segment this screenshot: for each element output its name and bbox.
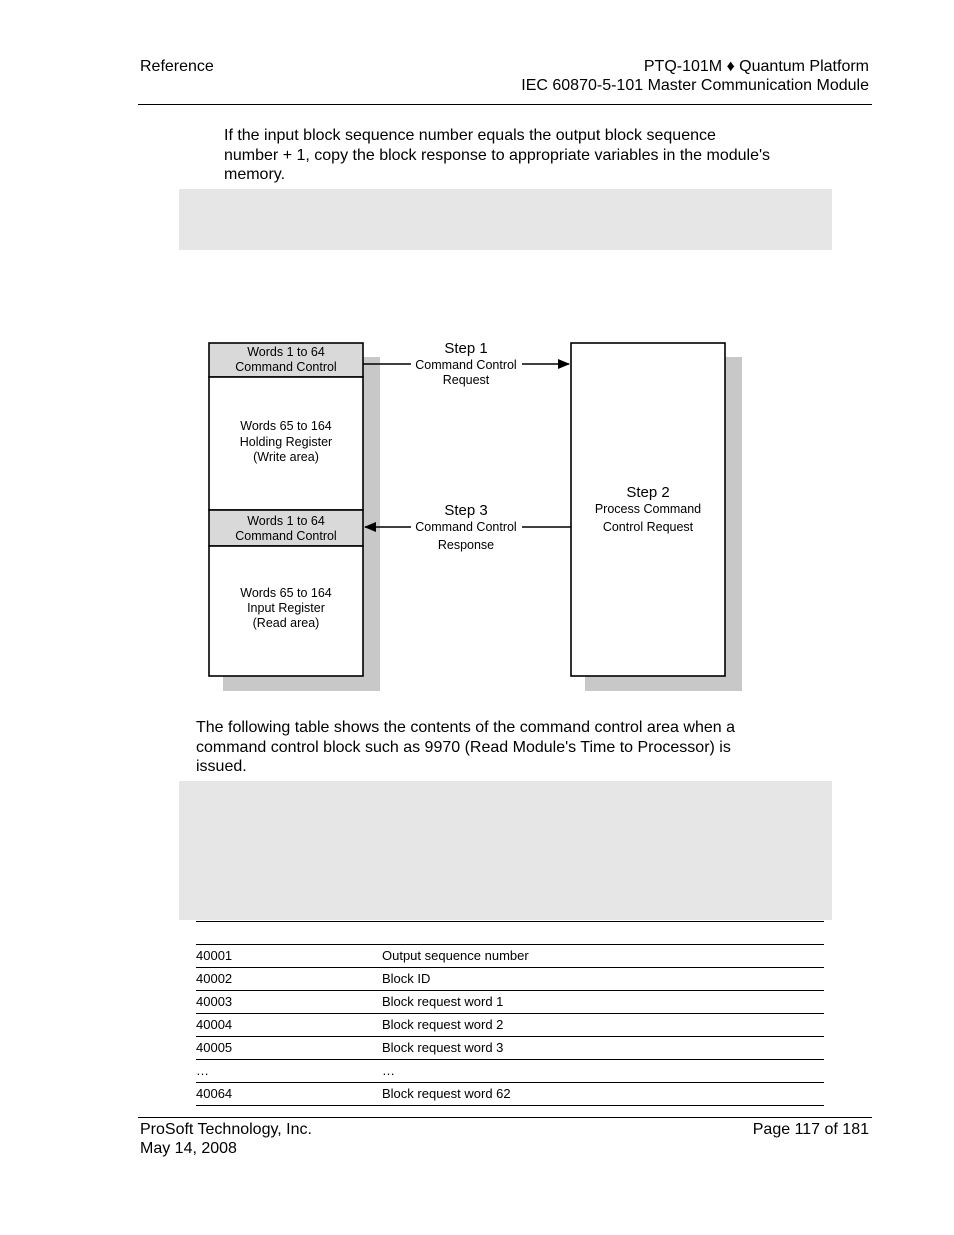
block3-line1: Words 1 to 64 [247,514,325,528]
step3-line1: Command Control [415,520,517,534]
table-header-row [196,921,824,945]
step2-line2: Control Request [602,520,694,534]
table-cell-address: … [196,1063,209,1078]
table-cell-description: Block request word 62 [382,1086,511,1101]
step3-line2: Response [437,538,495,552]
table-cell-address: 40002 [196,971,233,986]
footer-page-number: Page 117 of 181 [752,1121,869,1138]
table-row [196,967,824,991]
block2-line1: Words 65 to 164 [240,419,332,433]
table-row [196,990,824,1014]
block4-line1: Words 65 to 164 [240,586,332,600]
table-cell-description: Block request word 2 [382,1017,504,1032]
footer-date: May 14, 2008 [140,1140,237,1157]
table-intro-line: command control block such as 9970 (Read Module's Time to Processor) is [196,738,731,756]
table-cell-description: Block request word 3 [382,1040,504,1055]
table-cell-address: 40004 [196,1017,233,1032]
step1-line1: Command Control [415,358,517,372]
block4-line2: Input Register [247,601,325,615]
table-cell-address: 40005 [196,1040,233,1055]
block1-line1: Words 1 to 64 [247,345,325,359]
table-row [196,1059,824,1083]
footer-company: ProSoft Technology, Inc. [140,1121,312,1138]
table-intro-line: issued. [196,758,247,775]
table-cell-address: 40001 [196,948,233,963]
block2-line3: (Write area) [253,450,319,464]
table-intro-paragraph [196,718,735,777]
table-row [196,1013,824,1037]
intro-line: If the input block sequence number equals the output block sequence [224,127,716,144]
step2-line1: Process Command [594,502,702,516]
table-row [196,1082,824,1106]
table-cell-address: 40003 [196,994,233,1009]
table-row [196,944,824,968]
table-cell-address: 40064 [196,1086,233,1101]
header-section-title: Reference [140,58,214,75]
step1-title: Step 1 [444,340,488,357]
note-box-2 [179,781,832,920]
block2-line2: Holding Register [239,435,333,449]
command-control-table [196,921,824,1107]
header-module-title: IEC 60870-5-101 Master Communication Module [521,77,869,94]
table-intro-line: The following table shows the contents of the command control area when a [196,719,735,736]
step3-title: Step 3 [444,502,488,519]
table-cell-description: … [382,1063,395,1078]
block3-line2: Command Control [235,529,337,543]
table-cell-description: Output sequence number [382,948,529,963]
footer-rule [138,1117,872,1118]
block1-line2: Command Control [235,360,337,374]
step1-line2: Request [442,373,490,387]
intro-line: number + 1, copy the block response to appropriate variables in the module's [224,146,771,164]
table-cell-description: Block ID [382,971,431,986]
block4-line3: (Read area) [252,616,320,630]
intro-line: memory. [224,166,286,183]
step2-title: Step 2 [626,484,670,501]
table-cell-description: Block request word 1 [382,994,504,1009]
table-row [196,1036,824,1060]
header-product-title: PTQ-101M ♦ Quantum Platform [643,58,869,75]
